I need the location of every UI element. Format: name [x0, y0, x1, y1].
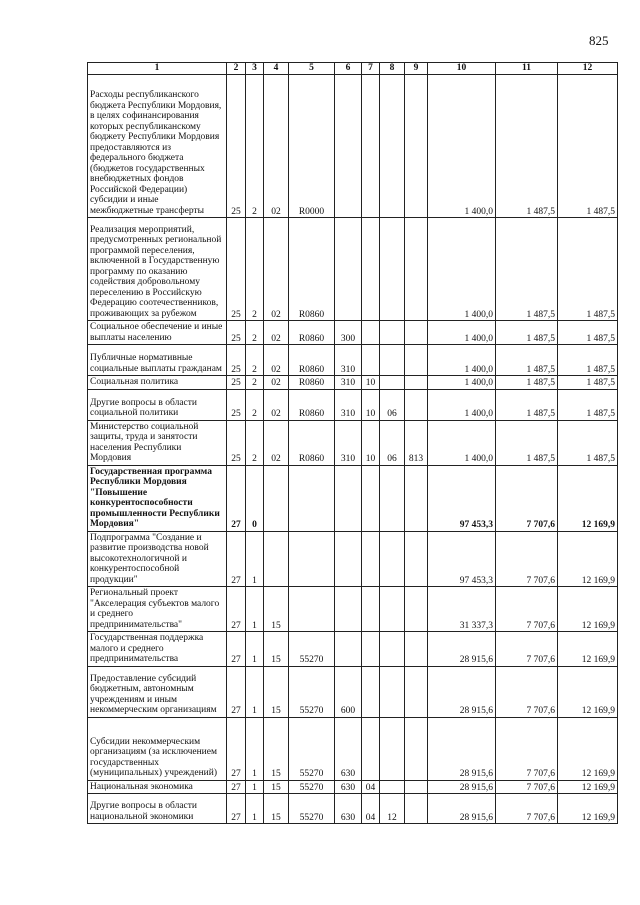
cell-col-3: 1 — [246, 780, 264, 794]
cell-col-5: R0860 — [289, 376, 335, 390]
table-body — [88, 75, 618, 824]
cell-col-11: 1 487,5 — [496, 321, 558, 345]
cell-col-6 — [335, 531, 362, 587]
column-header-4: 4 — [264, 63, 289, 75]
cell-col-10: 28 915,6 — [428, 780, 496, 794]
row-name: Социальное обеспечение и иные выплаты населению — [88, 321, 227, 345]
column-header-2: 2 — [227, 63, 246, 75]
cell-col-9 — [405, 632, 428, 667]
cell-col-2: 25 — [227, 321, 246, 345]
table-row — [88, 389, 618, 420]
cell-col-5: 55270 — [289, 717, 335, 780]
cell-col-9 — [405, 376, 428, 390]
cell-col-2: 27 — [227, 717, 246, 780]
row-name: Предоставление субсидий бюджетным, автономным учреждениям и иным некоммерческим организациям — [88, 666, 227, 717]
cell-col-3: 1 — [246, 794, 264, 824]
cell-col-6: 310 — [335, 389, 362, 420]
row-name: Расходы республиканского бюджета Республики Мордовия, в целях софинансирования которых республиканскому бюджету Республики Мордовия предоставляются из федерального бюджета (бюджетов государственных внебюджетных фондов Российской Федерации) субсидии и иные межбюджетные трансферты — [88, 75, 227, 218]
cell-col-9: 813 — [405, 420, 428, 465]
cell-col-10: 28 915,6 — [428, 794, 496, 824]
cell-col-3: 1 — [246, 717, 264, 780]
cell-col-11: 1 487,5 — [496, 376, 558, 390]
cell-col-3: 0 — [246, 465, 264, 531]
cell-col-5 — [289, 465, 335, 531]
cell-col-4: 15 — [264, 587, 289, 632]
cell-col-12: 1 487,5 — [558, 376, 618, 390]
budget-table — [87, 62, 618, 824]
cell-col-6 — [335, 632, 362, 667]
cell-col-8: 06 — [380, 389, 405, 420]
cell-col-7: 10 — [362, 420, 380, 465]
cell-col-9 — [405, 465, 428, 531]
column-header-9: 9 — [405, 63, 428, 75]
cell-col-10: 1 400,0 — [428, 376, 496, 390]
cell-col-2: 27 — [227, 587, 246, 632]
column-header-12: 12 — [558, 63, 618, 75]
cell-col-10: 28 915,6 — [428, 632, 496, 667]
column-header-1: 1 — [88, 63, 227, 75]
cell-col-10: 1 400,0 — [428, 75, 496, 218]
cell-col-11: 7 707,6 — [496, 780, 558, 794]
cell-col-10: 1 400,0 — [428, 345, 496, 376]
cell-col-3: 2 — [246, 420, 264, 465]
table-row — [88, 717, 618, 780]
cell-col-7: 10 — [362, 376, 380, 390]
cell-col-11: 1 487,5 — [496, 420, 558, 465]
table-row — [88, 632, 618, 667]
cell-col-9 — [405, 389, 428, 420]
cell-col-3: 2 — [246, 376, 264, 390]
cell-col-8 — [380, 531, 405, 587]
cell-col-2: 25 — [227, 345, 246, 376]
cell-col-5: R0860 — [289, 345, 335, 376]
cell-col-6: 630 — [335, 717, 362, 780]
cell-col-8: 06 — [380, 420, 405, 465]
cell-col-11: 7 707,6 — [496, 531, 558, 587]
cell-col-8 — [380, 321, 405, 345]
cell-col-10: 1 400,0 — [428, 321, 496, 345]
cell-col-7 — [362, 321, 380, 345]
page-number: 825 — [589, 33, 609, 48]
column-header-8: 8 — [380, 63, 405, 75]
cell-col-9 — [405, 794, 428, 824]
cell-col-7: 04 — [362, 794, 380, 824]
table-row — [88, 75, 618, 218]
cell-col-10: 28 915,6 — [428, 666, 496, 717]
column-header-11: 11 — [496, 63, 558, 75]
cell-col-7 — [362, 75, 380, 218]
cell-col-6: 310 — [335, 345, 362, 376]
cell-col-2: 27 — [227, 666, 246, 717]
table-row — [88, 666, 618, 717]
cell-col-6 — [335, 75, 362, 218]
row-name: Публичные нормативные социальные выплаты гражданам — [88, 345, 227, 376]
cell-col-5: R0860 — [289, 389, 335, 420]
table-row — [88, 465, 618, 531]
cell-col-5: 55270 — [289, 632, 335, 667]
cell-col-9 — [405, 531, 428, 587]
cell-col-12: 1 487,5 — [558, 321, 618, 345]
cell-col-8 — [380, 780, 405, 794]
cell-col-4: 02 — [264, 376, 289, 390]
cell-col-8 — [380, 717, 405, 780]
cell-col-7 — [362, 218, 380, 321]
cell-col-9 — [405, 717, 428, 780]
row-name: Министерство социальной защиты, труда и занятости населения Республики Мордовия — [88, 420, 227, 465]
cell-col-11: 7 707,6 — [496, 794, 558, 824]
cell-col-9 — [405, 780, 428, 794]
row-name: Государственная программа Республики Мордовия "Повышение конкурентоспособности промышленности Республики Мордовия" — [88, 465, 227, 531]
cell-col-11: 7 707,6 — [496, 632, 558, 667]
cell-col-6 — [335, 587, 362, 632]
cell-col-4 — [264, 531, 289, 587]
column-header-6: 6 — [335, 63, 362, 75]
cell-col-12: 12 169,9 — [558, 780, 618, 794]
cell-col-11: 1 487,5 — [496, 389, 558, 420]
cell-col-11: 7 707,6 — [496, 666, 558, 717]
cell-col-11: 1 487,5 — [496, 218, 558, 321]
row-name: Другие вопросы в области социальной политики — [88, 389, 227, 420]
cell-col-11: 7 707,6 — [496, 465, 558, 531]
cell-col-8 — [380, 465, 405, 531]
cell-col-7 — [362, 666, 380, 717]
cell-col-4: 02 — [264, 389, 289, 420]
cell-col-4: 15 — [264, 632, 289, 667]
cell-col-3: 1 — [246, 666, 264, 717]
cell-col-7: 04 — [362, 780, 380, 794]
cell-col-9 — [405, 321, 428, 345]
cell-col-6: 310 — [335, 420, 362, 465]
cell-col-4: 02 — [264, 345, 289, 376]
cell-col-12: 1 487,5 — [558, 75, 618, 218]
cell-col-6: 300 — [335, 321, 362, 345]
cell-col-5: 55270 — [289, 794, 335, 824]
cell-col-7: 10 — [362, 389, 380, 420]
cell-col-7 — [362, 345, 380, 376]
table-row — [88, 794, 618, 824]
cell-col-10: 1 400,0 — [428, 420, 496, 465]
cell-col-7 — [362, 465, 380, 531]
cell-col-8 — [380, 376, 405, 390]
cell-col-5 — [289, 587, 335, 632]
cell-col-4: 02 — [264, 420, 289, 465]
row-name: Другие вопросы в области национальной экономики — [88, 794, 227, 824]
row-name: Субсидии некоммерческим организациям (за исключением государственных (муниципальных) учреждений) — [88, 717, 227, 780]
column-header-5: 5 — [289, 63, 335, 75]
cell-col-10: 28 915,6 — [428, 717, 496, 780]
cell-col-5: R0860 — [289, 218, 335, 321]
column-header-3: 3 — [246, 63, 264, 75]
cell-col-8 — [380, 587, 405, 632]
cell-col-7 — [362, 531, 380, 587]
cell-col-9 — [405, 587, 428, 632]
cell-col-4: 15 — [264, 794, 289, 824]
cell-col-12: 12 169,9 — [558, 632, 618, 667]
table-row — [88, 321, 618, 345]
row-name: Подпрограмма "Создание и развитие производства новой высокотехнологичной и конкурентоспособной продукции" — [88, 531, 227, 587]
column-header-7: 7 — [362, 63, 380, 75]
cell-col-4: 15 — [264, 780, 289, 794]
cell-col-9 — [405, 218, 428, 321]
table-row — [88, 345, 618, 376]
row-name: Социальная политика — [88, 376, 227, 390]
cell-col-3: 2 — [246, 75, 264, 218]
cell-col-8 — [380, 632, 405, 667]
cell-col-5: 55270 — [289, 780, 335, 794]
cell-col-3: 1 — [246, 632, 264, 667]
column-header-10: 10 — [428, 63, 496, 75]
cell-col-9 — [405, 75, 428, 218]
cell-col-2: 25 — [227, 376, 246, 390]
cell-col-7 — [362, 717, 380, 780]
cell-col-3: 2 — [246, 345, 264, 376]
cell-col-2: 27 — [227, 794, 246, 824]
cell-col-5 — [289, 531, 335, 587]
table-row — [88, 420, 618, 465]
row-name: Национальная экономика — [88, 780, 227, 794]
cell-col-2: 27 — [227, 531, 246, 587]
cell-col-2: 25 — [227, 75, 246, 218]
cell-col-8: 12 — [380, 794, 405, 824]
cell-col-11: 7 707,6 — [496, 717, 558, 780]
cell-col-10: 97 453,3 — [428, 465, 496, 531]
cell-col-5: R0000 — [289, 75, 335, 218]
cell-col-5: R0860 — [289, 420, 335, 465]
cell-col-10: 31 337,3 — [428, 587, 496, 632]
cell-col-12: 1 487,5 — [558, 218, 618, 321]
cell-col-8 — [380, 345, 405, 376]
row-name: Региональный проект "Акселерация субъектов малого и среднего предпринимательства" — [88, 587, 227, 632]
cell-col-12: 1 487,5 — [558, 420, 618, 465]
table-header — [88, 63, 618, 75]
cell-col-11: 7 707,6 — [496, 587, 558, 632]
cell-col-2: 27 — [227, 465, 246, 531]
cell-col-8 — [380, 75, 405, 218]
cell-col-10: 1 400,0 — [428, 218, 496, 321]
cell-col-5: R0860 — [289, 321, 335, 345]
table-row — [88, 376, 618, 390]
cell-col-3: 2 — [246, 218, 264, 321]
cell-col-7 — [362, 632, 380, 667]
cell-col-12: 12 169,9 — [558, 666, 618, 717]
cell-col-3: 1 — [246, 587, 264, 632]
cell-col-12: 12 169,9 — [558, 531, 618, 587]
table-row — [88, 780, 618, 794]
cell-col-12: 12 169,9 — [558, 717, 618, 780]
table-row — [88, 587, 618, 632]
cell-col-8 — [380, 666, 405, 717]
cell-col-4: 02 — [264, 218, 289, 321]
cell-col-6: 310 — [335, 376, 362, 390]
row-name: Реализация мероприятий, предусмотренных региональной программой переселения, включенной в Государственную программу по оказанию содействия добровольному переселению в Российскую Федерацию соотечественников, проживающих за рубежом — [88, 218, 227, 321]
cell-col-9 — [405, 666, 428, 717]
cell-col-3: 2 — [246, 321, 264, 345]
cell-col-9 — [405, 345, 428, 376]
cell-col-4: 02 — [264, 75, 289, 218]
cell-col-2: 25 — [227, 389, 246, 420]
cell-col-12: 1 487,5 — [558, 389, 618, 420]
cell-col-6: 630 — [335, 780, 362, 794]
cell-col-2: 25 — [227, 420, 246, 465]
cell-col-2: 27 — [227, 780, 246, 794]
cell-col-8 — [380, 218, 405, 321]
cell-col-12: 1 487,5 — [558, 345, 618, 376]
cell-col-11: 1 487,5 — [496, 75, 558, 218]
cell-col-6 — [335, 465, 362, 531]
cell-col-4 — [264, 465, 289, 531]
cell-col-2: 27 — [227, 632, 246, 667]
cell-col-4: 02 — [264, 321, 289, 345]
cell-col-10: 97 453,3 — [428, 531, 496, 587]
cell-col-12: 12 169,9 — [558, 794, 618, 824]
table-row — [88, 218, 618, 321]
cell-col-6 — [335, 218, 362, 321]
cell-col-2: 25 — [227, 218, 246, 321]
cell-col-12: 12 169,9 — [558, 465, 618, 531]
cell-col-7 — [362, 587, 380, 632]
cell-col-11: 1 487,5 — [496, 345, 558, 376]
cell-col-5: 55270 — [289, 666, 335, 717]
cell-col-4: 15 — [264, 666, 289, 717]
cell-col-6: 600 — [335, 666, 362, 717]
cell-col-4: 15 — [264, 717, 289, 780]
cell-col-6: 630 — [335, 794, 362, 824]
cell-col-12: 12 169,9 — [558, 587, 618, 632]
cell-col-3: 2 — [246, 389, 264, 420]
table-row — [88, 531, 618, 587]
cell-col-10: 1 400,0 — [428, 389, 496, 420]
row-name: Государственная поддержка малого и среднего предпринимательства — [88, 632, 227, 667]
cell-col-3: 1 — [246, 531, 264, 587]
